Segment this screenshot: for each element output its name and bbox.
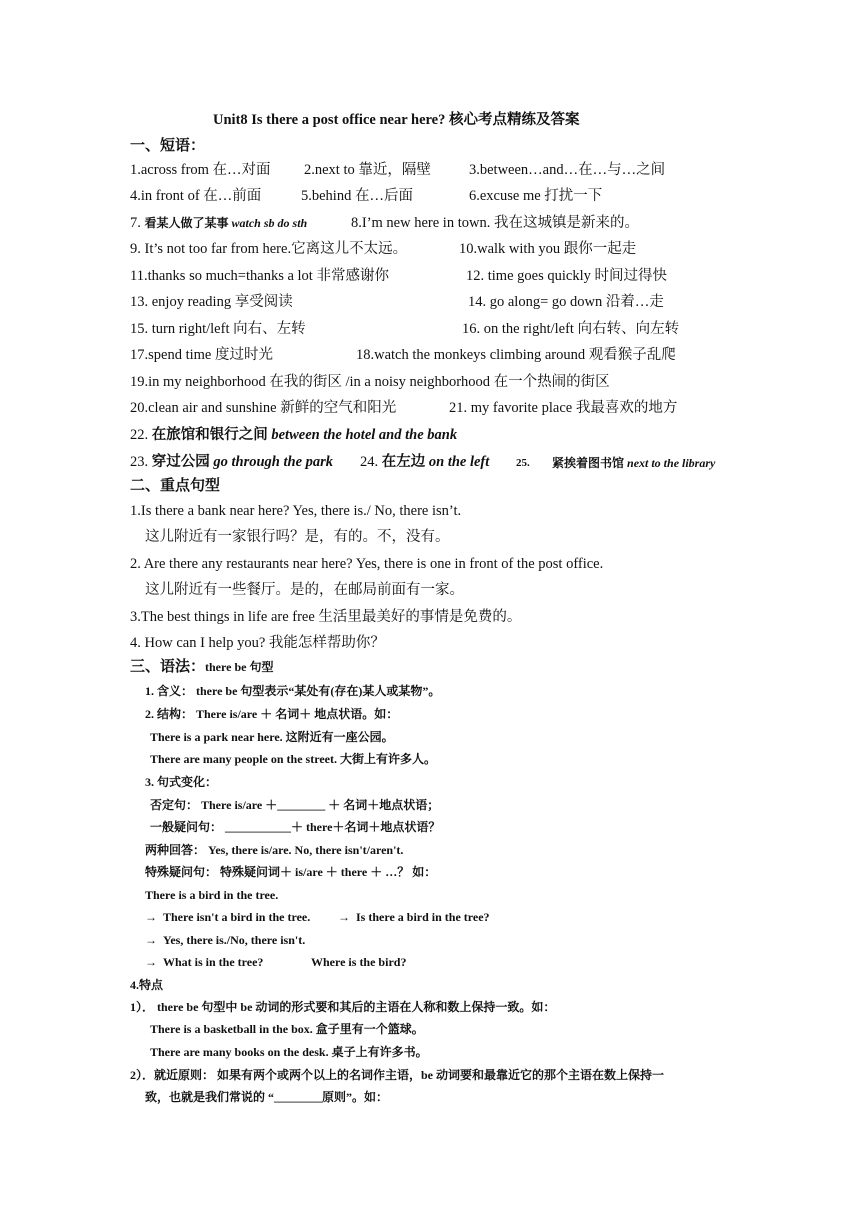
- sentence-2: 2. Are there any restaurants near here? Yes, there is one in front of the post office.: [130, 556, 604, 572]
- wh-question-form: 特殊疑问句： 特殊疑问词＋ is/are ＋ there ＋ …？ 如：: [145, 865, 437, 879]
- phrase-7: [130, 213, 307, 233]
- negative-example: There isn't a bird in the tree.: [163, 910, 311, 924]
- feature-1-example-1: There is a basketball in the box. 盒子里有一个篮球。: [150, 1022, 424, 1036]
- sentence-1-translation: 这儿附近有一家银行吗？是，有的。不，没有。: [145, 529, 450, 545]
- phrase-12: 12. time goes quickly 时间过得快: [466, 268, 667, 284]
- phrase-22-chinese: 在旅馆和银行之间: [151, 427, 272, 443]
- question-form: 一般疑问句： ___________＋ there＋名词＋地点状语？: [150, 820, 441, 834]
- question-example: Is there a bird in the tree?: [356, 910, 490, 924]
- phrase-22: [130, 425, 457, 445]
- phrase-25: [552, 453, 715, 473]
- phrase-1: 1.across from 在…对面: [130, 162, 271, 178]
- phrase-6: 6.excuse me 打扰一下: [469, 188, 603, 204]
- phrase-24-number: 24.: [360, 454, 382, 470]
- phrase-24-chinese: 在左边: [381, 454, 429, 470]
- phrase-23-english: go through the park: [213, 454, 334, 470]
- wh-example-1: What is in the tree?: [163, 955, 264, 969]
- phrase-7-chinese: 看某人做了某事: [144, 216, 232, 230]
- page-title: Unit8 Is there a post office near here? 核心考点精练及答案: [213, 112, 580, 128]
- answer-example: Yes, there is./No, there isn't.: [163, 933, 306, 947]
- sentence-1: 1.Is there a bank near here? Yes, there is./ No, there isn’t.: [130, 503, 462, 519]
- answer-forms: 两种回答： Yes, there is/are. No, there isn't/aren't.: [145, 843, 404, 857]
- phrase-16: 16. on the right/left 向右转、向左转: [462, 321, 680, 337]
- phrase-4: 4.in front of 在…前面: [130, 188, 262, 204]
- feature-2: 2）．就近原则： 如果有两个或两个以上的名词作主语，be 动词要和最靠近它的那个主语在数上保持一: [130, 1068, 665, 1082]
- phrase-2: 2.next to 靠近，隔壁: [304, 162, 431, 178]
- wh-example-2: Where is the bird?: [311, 955, 407, 969]
- variation-example-3: [145, 952, 263, 972]
- phrase-18: 18.watch the monkeys climbing around 观看猴子乱爬: [356, 347, 676, 363]
- variation-example-1b: [338, 907, 490, 927]
- phrase-11: 11.thanks so much=thanks a lot 非常感谢你: [130, 268, 389, 284]
- grammar-heading-topic: there be 句型: [205, 660, 274, 674]
- phrase-14: 14. go along= go down 沿着…走: [468, 294, 664, 310]
- right-arrow-icon: →: [145, 955, 157, 969]
- phrase-10: 10.walk with you 跟你一起走: [459, 241, 637, 257]
- variation-example-2: [145, 930, 305, 950]
- feature-1-example-2: There are many books on the desk. 桌子上有许多书。: [150, 1045, 428, 1059]
- grammar-features: 4.特点: [130, 978, 164, 992]
- phrase-22-english: between the hotel and the bank: [271, 427, 458, 443]
- negative-form: 否定句： There is/are ＋________ ＋ 名词＋地点状语；: [150, 798, 440, 812]
- phrase-17: 17.spend time 度过时光: [130, 347, 273, 363]
- phrase-19: 19.in my neighborhood 在我的街区 /in a noisy neighborhood 在一个热闹的街区: [130, 374, 610, 390]
- right-arrow-icon: →: [338, 910, 350, 924]
- phrase-25-english: next to the library: [627, 456, 716, 470]
- phrase-22-number: 22.: [130, 427, 152, 443]
- right-arrow-icon: →: [145, 910, 157, 924]
- phrase-13: 13. enjoy reading 享受阅读: [130, 294, 293, 310]
- sentence-4: 4. How can I help you? 我能怎样帮助你？: [130, 635, 385, 651]
- sentence-3: 3.The best things in life are free 生活里最美好的事情是免费的。: [130, 609, 522, 625]
- grammar-structure: 2. 结构： There is/are ＋ 名词＋ 地点状语。如：: [145, 707, 399, 721]
- phrase-20: 20.clean air and sunshine 新鲜的空气和阳光: [130, 400, 397, 416]
- phrase-23-number: 23.: [130, 454, 152, 470]
- structure-example-2: There are many people on the street. 大街上有许多人。: [150, 752, 436, 766]
- variation-example-base: There is a bird in the tree.: [145, 888, 279, 902]
- right-arrow-icon: →: [145, 933, 157, 947]
- phrase-7-english: watch sb do sth: [231, 216, 308, 230]
- phrase-25-chinese: 紧挨着图书馆: [552, 456, 628, 470]
- phrase-23: [130, 452, 333, 472]
- feature-1: 1）． there be 句型中 be 动词的形式要和其后的主语在人称和数上保持一致。如：: [130, 1000, 556, 1014]
- grammar-variations: 3. 句式变化：: [145, 775, 218, 789]
- section-heading-phrases: 一、短语：: [130, 138, 206, 154]
- structure-example-1: There is a park near here. 这附近有一座公园。: [150, 730, 394, 744]
- sentence-2-translation: 这儿附近有一些餐厅。是的，在邮局前面有一家。: [145, 582, 464, 598]
- phrase-8: 8.I’m new here in town. 我在这城镇是新来的。: [351, 215, 639, 231]
- phrase-5: 5.behind 在…后面: [301, 188, 413, 204]
- phrase-7-number: 7.: [130, 215, 145, 231]
- grammar-meaning: 1. 含义： there be 句型表示“某处有(存在)某人或某物”。: [145, 684, 441, 698]
- phrase-21: 21. my favorite place 我最喜欢的地方: [449, 400, 678, 416]
- phrase-25-number: 25.: [516, 457, 530, 469]
- variation-example-1: [145, 907, 310, 927]
- feature-2-continued: 致，也就是我们常说的 “________原则”。如：: [145, 1090, 389, 1104]
- section-heading-grammar: [130, 657, 273, 677]
- phrase-9: 9. It’s not too far from here.它离这儿不太远。: [130, 241, 408, 257]
- phrase-24: [360, 452, 489, 472]
- grammar-heading-label: 三、语法：: [130, 659, 206, 675]
- phrase-24-english: on the left: [428, 454, 490, 470]
- phrase-3: 3.between…and…在…与…之间: [469, 162, 666, 178]
- section-heading-key-sentences: 二、重点句型: [130, 478, 221, 494]
- phrase-23-chinese: 穿过公园: [151, 454, 214, 470]
- phrase-15: 15. turn right/left 向右、左转: [130, 321, 306, 337]
